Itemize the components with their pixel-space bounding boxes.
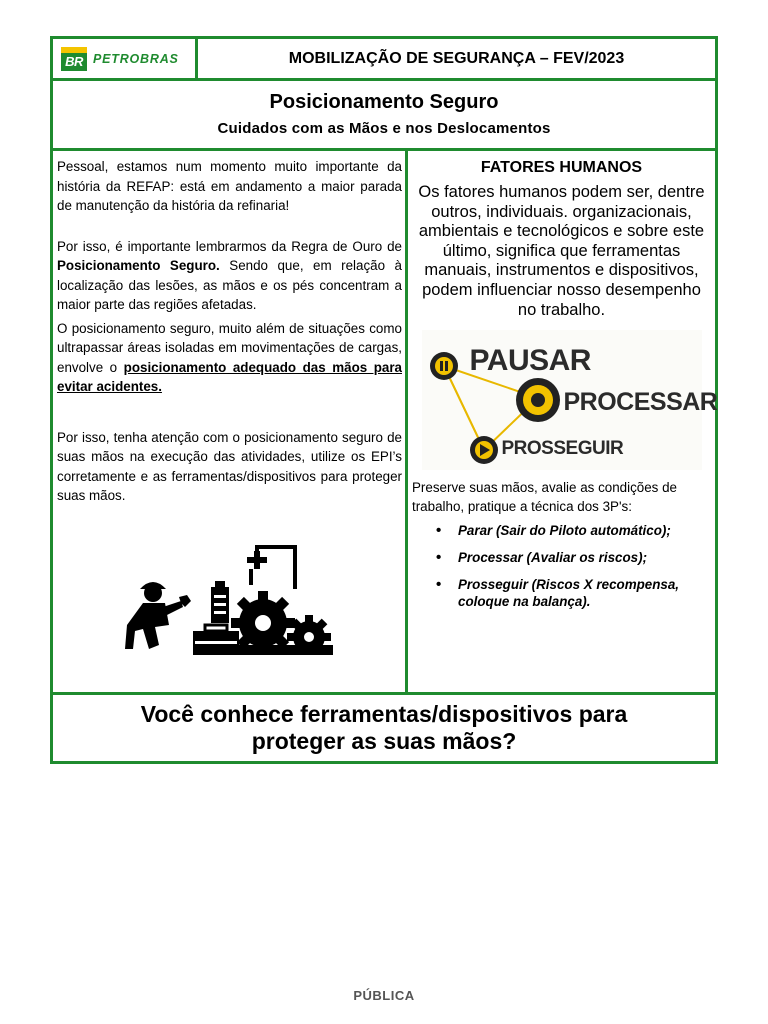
right-column <box>408 151 718 692</box>
processar-label: PROCESSAR <box>563 388 718 417</box>
pausar-processar-prosseguir-graphic <box>422 330 718 470</box>
pausar-label: PAUSAR <box>469 344 591 378</box>
list-item: • Prosseguir (Riscos X recompensa, coloque na balança). <box>412 576 711 610</box>
three-p-list <box>412 522 711 610</box>
classification-footer: PÚBLICA <box>353 988 415 1003</box>
page-subtitle: Cuidados com as Mãos e nos Deslocamentos <box>217 120 551 137</box>
paragraph-intro: Pessoal, estamos num momento muito importante da história da REFAP: está em andamento a maior parada de manutenção da história da refinaria! <box>57 159 402 213</box>
prosseguir-label: PROSSEGUIR <box>501 438 624 460</box>
preserve-hands-text: Preserve suas mãos, avalie as condições de trabalho, pratique a técnica dos 3P's: <box>412 480 677 515</box>
question-row <box>53 692 715 761</box>
paragraph-attention: Por isso, tenha atenção com o posicionamento seguro de suas mãos na execução das atividades, utilize os EPI’s corretamente e as ferramentas/dispositivos para proteger suas mãos. <box>57 429 402 503</box>
closing-question: Você conhece ferramentas/dispositivos para proteger as suas mãos? <box>140 701 628 754</box>
human-factors-text: Os fatores humanos podem ser, dentre outros, individuais. organizacionais, ambientais e tecnológicos e sobre este último, significa que ferramentas manuais, instrumentos e dispositivos, podem influenciar nosso desempenho no trabalho. <box>418 183 705 319</box>
left-column <box>53 151 408 692</box>
safety-bulletin <box>50 36 718 764</box>
page-title: Posicionamento Seguro <box>269 91 499 113</box>
paragraph-golden-rule: Por isso, é importante lembrarmos da Regra de Ouro de Posicionamento Seguro. Sendo que, em relação à localização das lesões, as mãos e os pés concentram a maior parte das regiões afetadas. <box>57 238 403 312</box>
worker-tools-icon <box>125 545 335 657</box>
header-row <box>53 39 715 81</box>
list-item: • Parar (Sair do Piloto automático); <box>412 522 711 539</box>
bulletin-header-title: MOBILIZAÇÃO DE SEGURANÇA – FEV/2023 <box>288 49 625 67</box>
br-logo-icon: BR <box>61 47 87 71</box>
logo-text: PETROBRAS <box>93 51 179 66</box>
paragraph-safe-positioning: O posicionamento seguro, muito além de situações como ultrapassar áreas isoladas em movimentações de cargas, envolve o posicionamento adequado das mãos para evitar acidentes. <box>57 320 402 394</box>
petrobras-logo <box>53 39 198 78</box>
human-factors-title: FATORES HUMANOS <box>480 159 643 176</box>
title-block <box>53 81 715 151</box>
list-item: • Processar (Avaliar os riscos); <box>412 549 711 566</box>
